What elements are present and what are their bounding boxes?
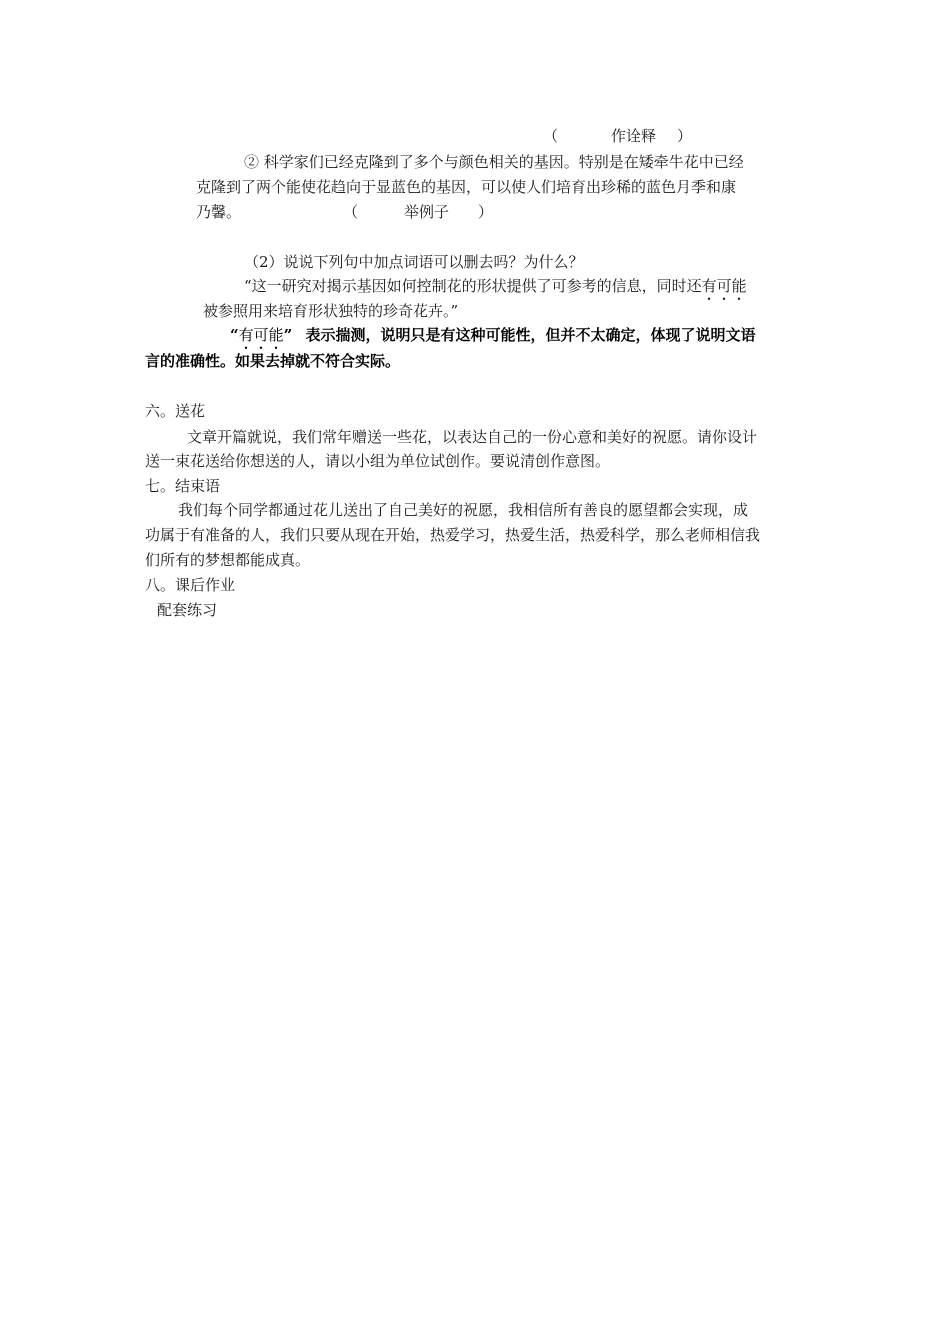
question2-quote-line1 xyxy=(244,276,747,304)
answer-line1 xyxy=(230,325,756,353)
question2-prompt: （2）说说下列句中加点词语可以删去吗？为什么？ xyxy=(244,253,584,271)
quote-text: “这一研究对揭示基因如何控制花的形状提供了可参考的信息，同时还 xyxy=(244,277,702,295)
example-b-line1: ② 科学家们已经克隆到了多个与颜色相关的基因。特别是在矮牵牛花中已经 xyxy=(244,153,744,171)
emphasized-word: 有可能 xyxy=(701,277,747,295)
example-b-line3: 乃馨。 xyxy=(196,203,242,221)
answer-line2: 言的准确性。如果去掉就不符合实际。 xyxy=(145,352,401,370)
paren-open-a: （ xyxy=(543,127,559,145)
section6-line2: 送一束花送给你想送的人，请以小组为单位试创作。要说清创作意图。 xyxy=(145,452,611,470)
paren-close-a: ） xyxy=(677,127,693,145)
section6-heading: 六。送花 xyxy=(145,402,206,420)
section8-heading: 八。课后作业 xyxy=(145,576,236,594)
answer-quote-close: ” xyxy=(283,326,293,344)
section8-line1: 配套练习 xyxy=(157,601,218,619)
paren-open-b: （ xyxy=(343,203,359,221)
question2-quote-line2: 被参照用来培育形状独特的珍奇花卉。” xyxy=(203,302,459,320)
section6-line1: 文章开篇就说，我们常年赠送一些花，以表达自己的一份心意和美好的祝愿。请你设计 xyxy=(187,428,758,446)
answer-example: 举例子 xyxy=(404,203,450,221)
answer-explanation: 作诠释 xyxy=(611,127,657,145)
section7-line2: 功属于有准备的人，我们只要从现在开始，热爱学习，热爱生活，热爱科学，那么老师相信我 xyxy=(145,526,761,544)
section7-heading: 七。结束语 xyxy=(145,477,221,495)
section7-line1: 我们每个同学都通过花儿送出了自己美好的祝愿，我相信所有善良的愿望都会实现，成 xyxy=(178,501,749,519)
example-b-line2: 克隆到了两个能使花趋向于显蓝色的基因，可以使人们培育出珍稀的蓝色月季和康 xyxy=(196,178,737,196)
answer-emphasized-word: 有可能 xyxy=(238,326,284,344)
paren-close-b: ） xyxy=(478,203,494,221)
answer-quote-open: “ xyxy=(230,326,239,344)
section7-line3: 们所有的梦想都能成真。 xyxy=(145,551,311,569)
answer-text-1: 表示揣测，说明只是有这种可能性，但并不太确定，体现了说明文语 xyxy=(305,326,756,344)
